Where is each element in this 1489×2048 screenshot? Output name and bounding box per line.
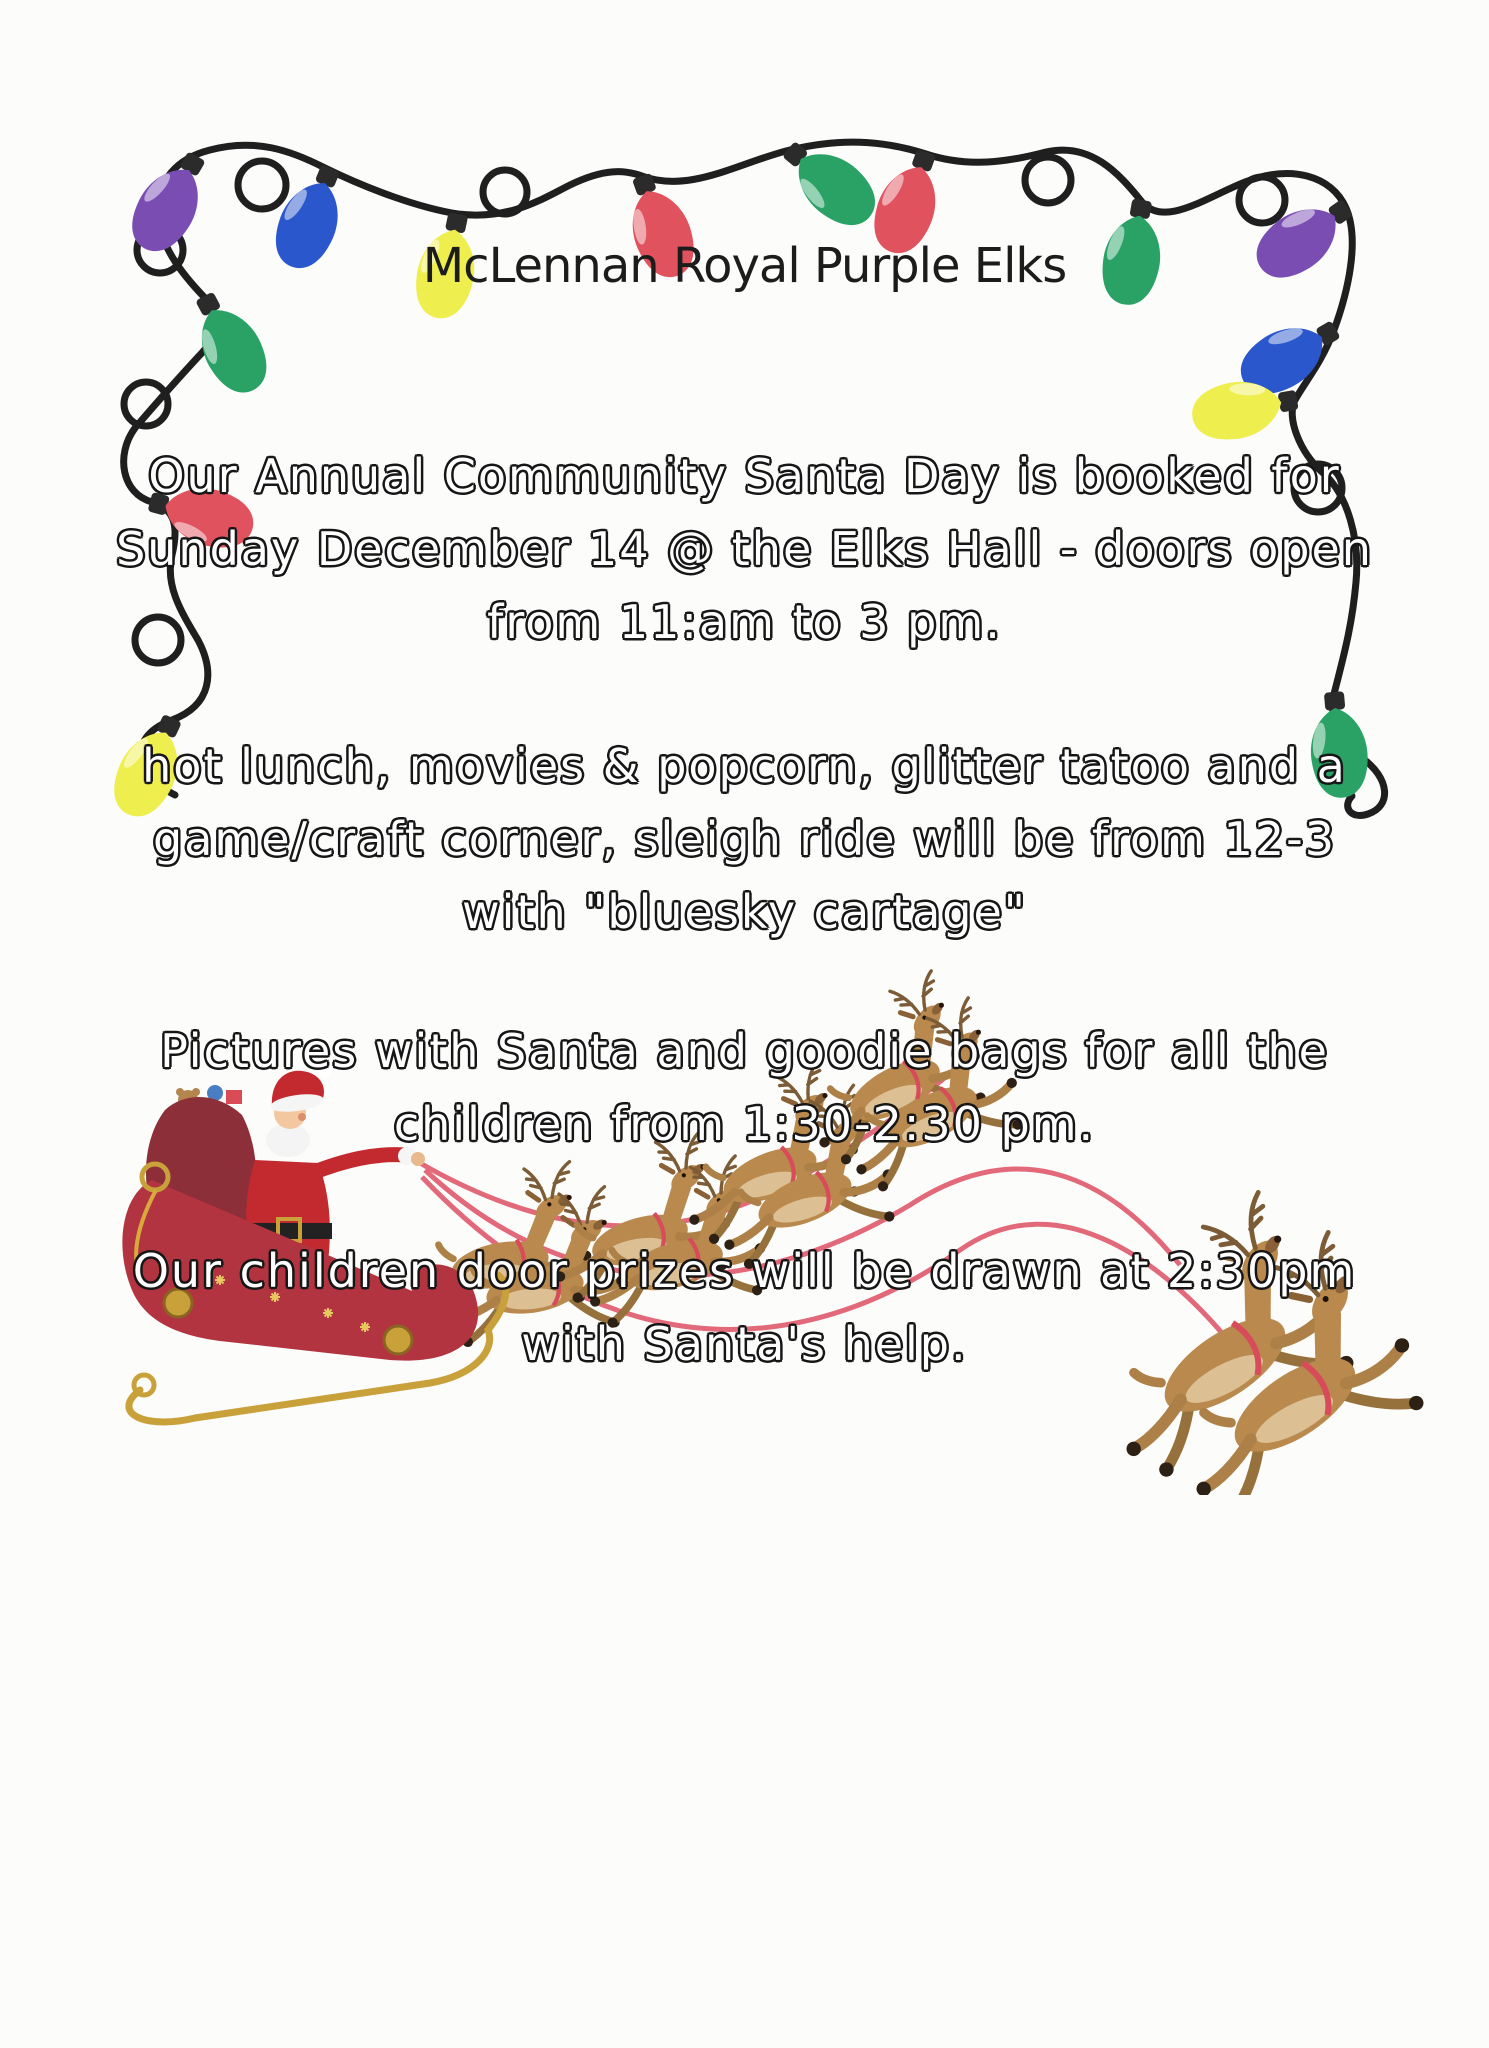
text-line: Our children door prizes will be drawn at 2:30pm (132, 1244, 1357, 1298)
text-line: children from 1:30-2:30 pm. (393, 1097, 1096, 1151)
flyer-title: McLennan Royal Purple Elks (422, 238, 1067, 294)
text-line: Sunday December 14 @ the Elks Hall - doors open (116, 522, 1373, 576)
string-lights-border (0, 0, 1489, 850)
event-intro-text (0, 440, 1489, 659)
text-line: Our Annual Community Santa Day is booked for (148, 449, 1341, 503)
activities-text (0, 730, 1489, 949)
text-line: with "bluesky cartage" (462, 885, 1027, 939)
text-line: Pictures with Santa and goodie bags for all the (160, 1024, 1329, 1078)
text-line: with Santa's help. (521, 1317, 968, 1371)
text-line: game/craft corner, sleigh ride will be from 12-3 (153, 812, 1336, 866)
light-bulb-green-icon (179, 283, 279, 403)
santa-pictures-text (0, 1015, 1489, 1161)
text-line: from 11:am to 3 pm. (487, 595, 1002, 649)
text-line: hot lunch, movies & popcorn, glitter tatoo and a (142, 739, 1347, 793)
door-prizes-text (0, 1235, 1489, 1381)
